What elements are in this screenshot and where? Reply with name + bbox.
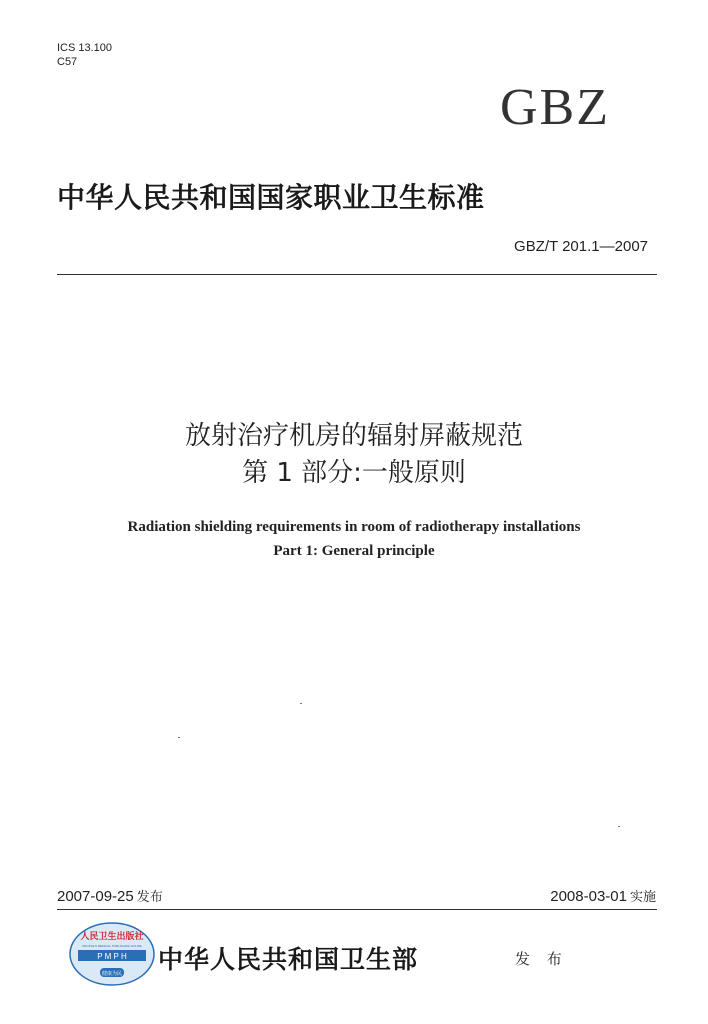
title-zh-line1: 放射治疗机房的辐射屏蔽规范	[184, 421, 523, 451]
gbz-logo: GBZ	[500, 79, 610, 136]
standard-code: GBZ/T 201.1—2007	[514, 238, 648, 255]
scan-speck	[178, 737, 180, 738]
ccs-code: C57	[57, 56, 78, 68]
issue-date-line	[57, 886, 163, 905]
implement-date-line	[550, 886, 656, 905]
classification-codes	[57, 41, 112, 69]
scan-speck	[300, 703, 302, 704]
logo-text-top: 人民卫生出版社	[80, 932, 144, 942]
title-en-line1: Radiation shielding requirements in room of radiotherapy installations	[127, 519, 581, 535]
implement-date: 2008-03-01	[550, 888, 627, 905]
header-divider	[57, 274, 657, 275]
logo-text-sub: PEOPLE'S MEDICAL PUBLISHING HOUSE	[82, 944, 142, 948]
footer-divider	[57, 909, 657, 910]
publisher-name: 中华人民共和国卫生部	[158, 945, 419, 974]
publish-verb: 发 布	[515, 950, 568, 968]
pmph-logo-icon	[68, 921, 156, 987]
title-zh-line2: 第 1 部分:一般原则	[242, 458, 466, 488]
issue-date: 2007-09-25	[57, 888, 134, 905]
implement-label: 实施	[629, 890, 656, 905]
logo-text-band: P M P H	[97, 952, 127, 961]
issue-label: 发布	[136, 890, 163, 905]
title-en-line2: Part 1: General principle	[273, 543, 435, 559]
ics-code: ICS 13.100	[57, 42, 113, 54]
scan-speck	[618, 826, 620, 827]
standard-type-heading: 中华人民共和国国家职业卫生标准	[57, 181, 485, 214]
logo-text-bottom: 健康为民	[101, 971, 123, 977]
